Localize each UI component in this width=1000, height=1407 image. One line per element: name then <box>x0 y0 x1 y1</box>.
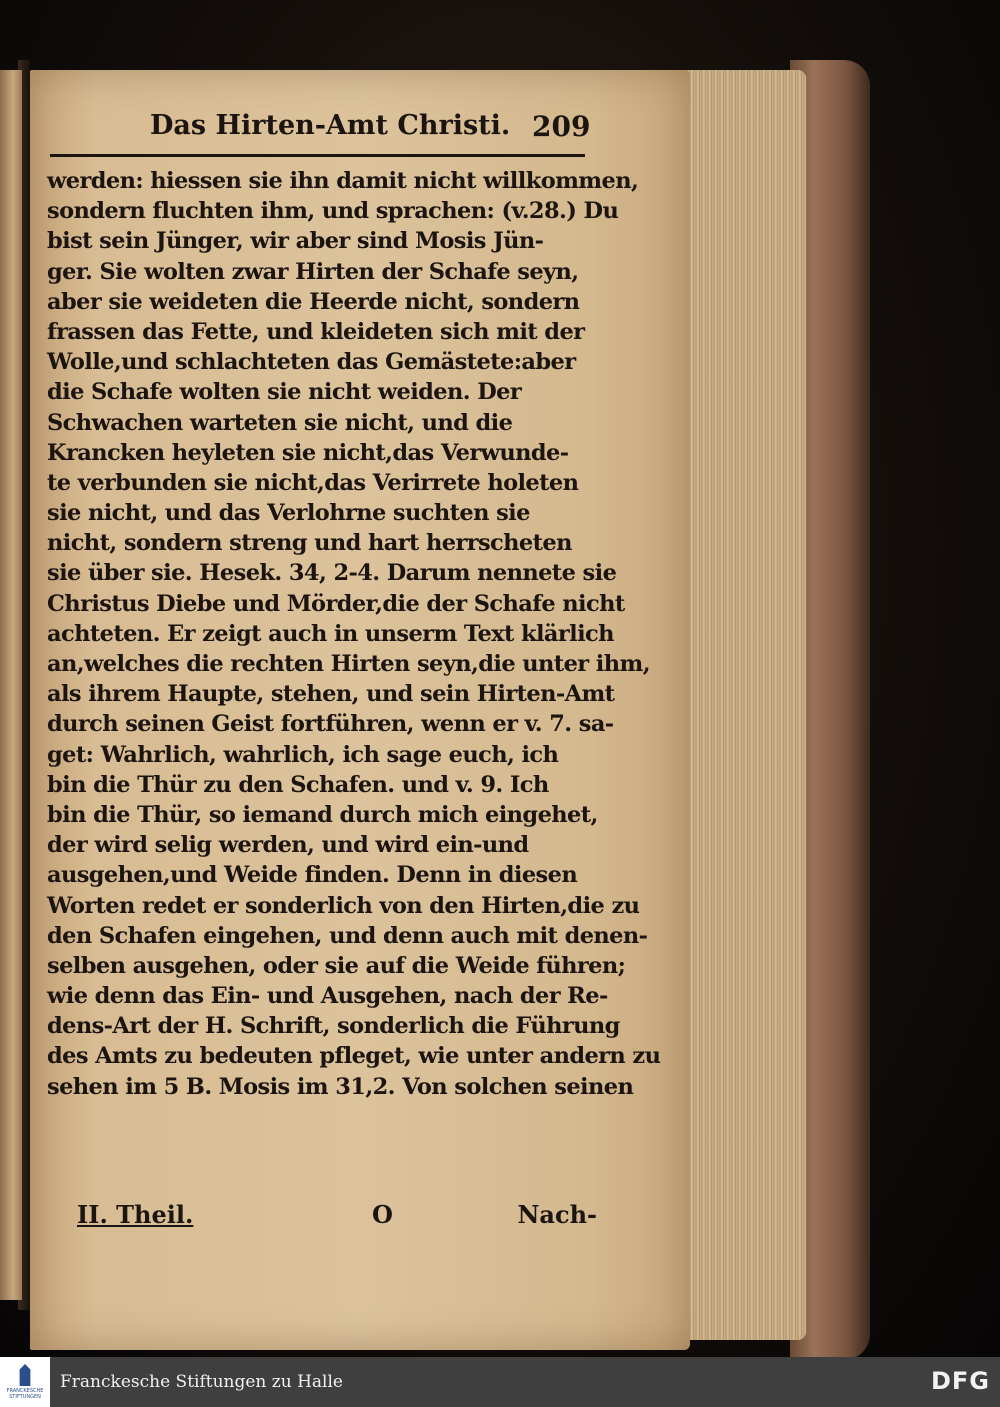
text-line: sie über sie. Hesek. 34, 2-4. Darum nennete sie <box>47 560 617 587</box>
left-page-edge <box>0 70 22 1300</box>
text-line: als ihrem Haupte, stehen, und sein Hirten-Amt <box>47 681 615 708</box>
logo-text-line: STIFTUNGEN <box>9 1394 41 1400</box>
text-line: des Amts zu bedeuten pfleget, wie unter andern zu <box>47 1043 661 1070</box>
text-line: Worten redet er sonderlich von den Hirten,die zu <box>47 892 640 919</box>
signature-mark: O <box>372 1200 393 1229</box>
text-line: selben ausgehen, oder sie auf die Weide führen; <box>47 952 626 979</box>
catchword: Nach- <box>517 1200 597 1229</box>
text-line: frassen das Fette, und kleideten sich mit der <box>47 318 585 345</box>
text-line: durch seinen Geist fortführen, wenn er v. 7. sa- <box>47 711 614 738</box>
text-line: bin die Thür zu den Schafen. und v. 9. Ich <box>47 771 549 798</box>
text-line: sie nicht, und das Verlohrne suchten sie <box>47 500 530 527</box>
text-line: den Schafen eingehen, und denn auch mit denen- <box>47 922 648 949</box>
page-block-fore-edge <box>676 70 806 1340</box>
text-line: te verbunden sie nicht,das Verirrete holeten <box>47 469 579 496</box>
franckesche-stiftungen-logo[interactable] <box>0 1357 50 1407</box>
text-line: der wird selig werden, und wird ein-und <box>47 832 529 859</box>
foundation-emblem-icon <box>16 1364 34 1386</box>
header-rule <box>50 154 585 157</box>
text-line: die Schafe wolten sie nicht weiden. Der <box>47 379 522 406</box>
text-line: dens-Art der H. Schrift, sonderlich die Führung <box>47 1013 620 1040</box>
dfg-logo[interactable]: DFG <box>930 1367 990 1395</box>
text-line: Krancken heyleten sie nicht,das Verwunde- <box>47 439 569 466</box>
text-line: wie denn das Ein- und Ausgehen, nach der Re- <box>47 983 608 1010</box>
text-line: nicht, sondern streng und hart herrscheten <box>47 530 572 557</box>
text-line: sondern fluchten ihm, und sprachen: (v.28.) Du <box>47 198 619 225</box>
text-line: aber sie weideten die Heerde nicht, sondern <box>47 288 580 315</box>
text-line: werden: hiessen sie ihn damit nicht willkommen, <box>47 168 639 194</box>
text-line: achteten. Er zeigt auch in unserm Text klärlich <box>47 620 614 647</box>
text-line: ausgehen,und Weide finden. Denn in diesen <box>47 862 578 889</box>
text-line: ger. Sie wolten zwar Hirten der Schafe seyn, <box>47 258 579 285</box>
page-footer <box>77 1200 597 1234</box>
signature-part: II. Theil. <box>77 1200 194 1229</box>
text-line: an,welches die rechten Hirten seyn,die unter ihm, <box>47 651 650 677</box>
page-number: 209 <box>532 110 591 143</box>
text-line: get: Wahrlich, wahrlich, ich sage euch, ich <box>47 741 559 768</box>
logo-text-line: FRANCKESCHE <box>6 1388 44 1394</box>
running-head: Das Hirten-Amt Christi. <box>150 110 511 141</box>
body-text <box>47 166 661 1102</box>
book-page <box>30 70 690 1350</box>
institution-name: Franckesche Stiftungen zu Halle <box>60 1372 343 1392</box>
text-line: bin die Thür, so iemand durch mich eingehet, <box>47 801 598 828</box>
text-line: Christus Diebe und Mörder,die der Schafe nicht <box>47 590 625 617</box>
text-line: Wolle,und schlachteten das Gemästete:aber <box>47 349 576 376</box>
text-line: Schwachen warteten sie nicht, und die <box>47 409 513 436</box>
text-line: sehen im 5 B. Mosis im 31,2. Von solchen seinen <box>47 1073 634 1100</box>
text-line: bist sein Jünger, wir aber sind Mosis Jün- <box>47 228 544 255</box>
viewer-footer-bar <box>0 1357 1000 1407</box>
